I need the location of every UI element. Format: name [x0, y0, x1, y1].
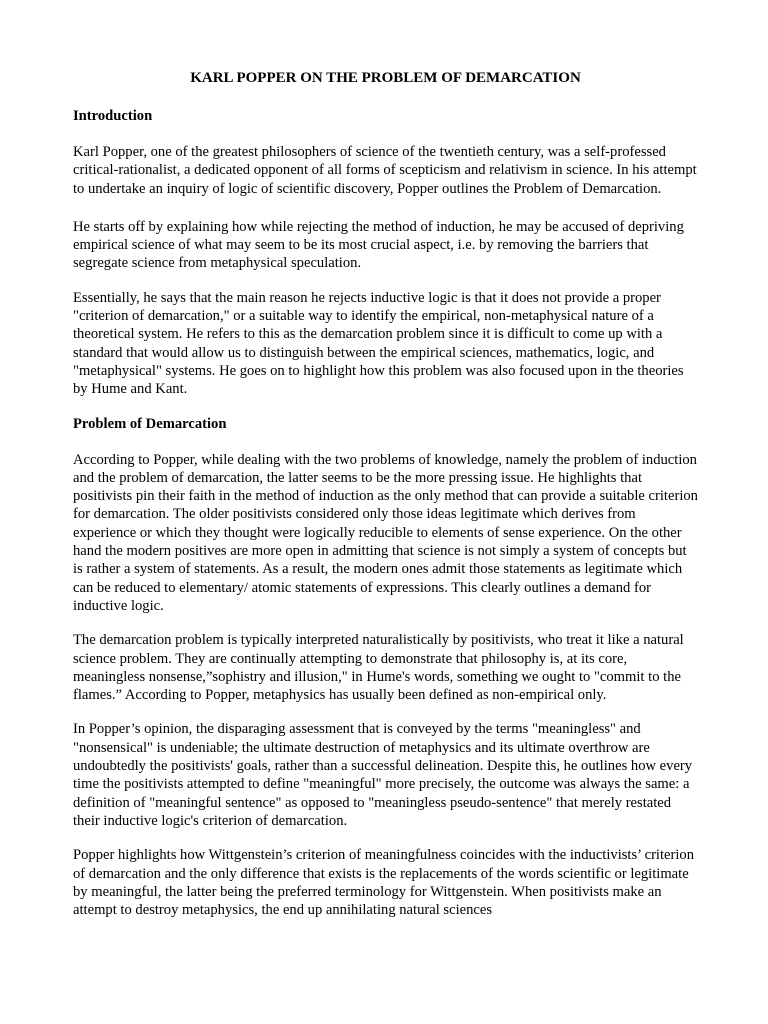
document-title: KARL POPPER ON THE PROBLEM OF DEMARCATION: [190, 70, 581, 86]
paragraph: The demarcation problem is typically interpreted naturalistically by positivists, who treat it like a natural science problem. They are continually attempting to demonstrate that philosophy is, at its core, meaningless nonsense,”sophistry and illusion," in Hume's words, something we ought to "commit to the flames.” According to Popper, metaphysics has usually been defined as non-empirical only.: [73, 632, 684, 704]
paragraph: Popper highlights how Wittgenstein’s criterion of meaningfulness coincides with the inductivists’ criterion of demarcation and the only difference that exists is the replacements of the words scientific or legitimate by meaningful, the latter being the preferred terminology for Wittgenstein. When positivists make an attempt to destroy metaphysics, the end up annihilating natural sciences: [73, 847, 695, 919]
paragraph: Essentially, he says that the main reason he rejects inductive logic is that it does not provide a proper "criterion of demarcation," or a suitable way to identify the empirical, non-metaphysical nature of a theoretical system. He refers to this as the demarcation problem since it is difficult to come up with a standard that would allow us to distinguish between the empirical sciences, mathematics, logic, and "metaphysical" systems. He goes on to highlight how this problem was also focused upon in the theories by Hume and Kant.: [73, 289, 684, 398]
paragraph: He starts off by explaining how while rejecting the method of induction, he may be accused of depriving empirical science of what may seem to be its most crucial aspect, i.e. by removing the barriers that segregate science from metaphysical speculation.: [73, 218, 684, 272]
section-heading-introduction: Introduction: [73, 108, 153, 124]
paragraph: In Popper’s opinion, the disparaging assessment that is conveyed by the terms "meaningless" and "nonsensical" is undeniable; the ultimate destruction of metaphysics and its ultimate overthrow are undoubtedly the positivists' goals, rather than a successful delineation. Despite this, he outlines how every time the positivists attempted to define "meaningful" more precisely, the outcome was always the same: a definition of "meaningful sentence" as opposed to "meaningless pseudo-sentence" that merely restated their inductive logic's criterion of demarcation.: [73, 721, 693, 829]
paragraph: Karl Popper, one of the greatest philosophers of science of the twentieth century, was a self-professed critical-rationalist, a dedicated opponent of all forms of scepticism and relativism in science. In his attempt to undertake an inquiry of logic of scientific discovery, Popper outlines the Problem of Demarcation.: [73, 144, 697, 197]
paragraph: According to Popper, while dealing with the two problems of knowledge, namely the problem of induction and the problem of demarcation, the latter seems to be the more pressing issue. He highlights that positivists pin their faith in the method of induction as the only method that can provide a suitable criterion for demarcation. The older positivists considered only those ideas legitimate which derives from experience or which they thought were logically reducible to elements of sense experience. On the other hand the modern positives are more open in admitting that science is not simply a system of concepts but is rather a system of statements. As a result, the modern ones admit those statements as legitimate which can be reduced to elementary/ atomic statements of expressions. This clearly outlines a demand for inductive logic.: [73, 451, 698, 614]
section-heading-problem-of-demarcation: Problem of Demarcation: [73, 415, 227, 432]
